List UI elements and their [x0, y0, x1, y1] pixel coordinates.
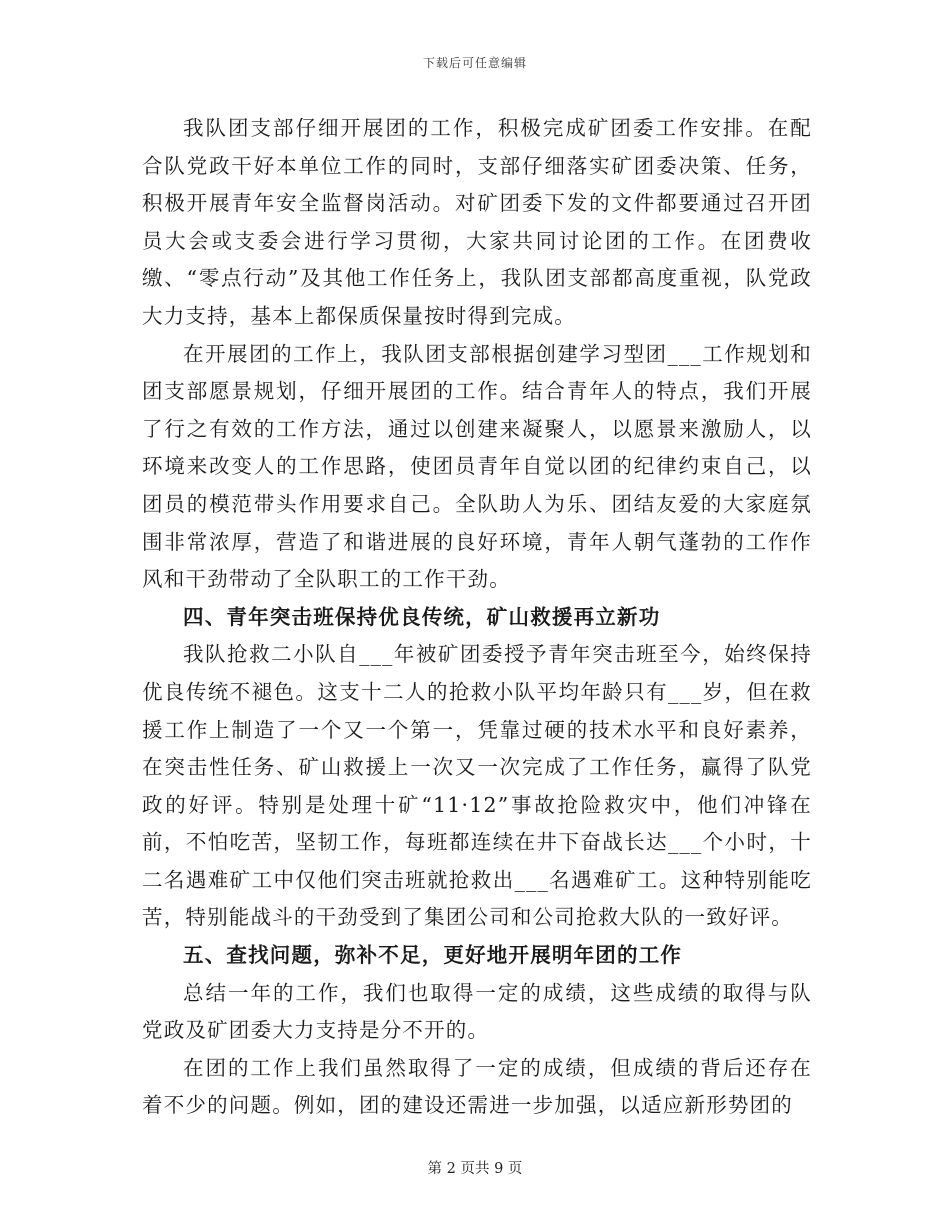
page-number: 第 2 页共 9 页 — [427, 1161, 523, 1177]
paragraph: 我队抢救二小队自___年被矿团委授予青年突击班至今，始终保持优良传统不褪色。这支十二人的抢救小队平均年龄只有___岁，但在救援工作上制造了一个又一个第一，凭靠过硬的技术水平和良好素养，在突击性任务、矿山救援上一次又一次完成了工作任务，赢得了队党政的好评。特别是处理十矿“11·12”事故抢险救灾中，他们冲锋在前，不怕吃苦，坚韧工作，每班都连续在井下奋战长达___个小时，十二名遇难矿工中仅他们突击班就抢救出___名遇难矿工。这种特别能吃苦，特别能战斗的干劲受到了集团公司和公司抢救大队的一致好评。 — [142, 642, 812, 930]
page-header-note: 下载后可任意编辑 — [422, 56, 527, 70]
section-heading: 五、查找问题，弥补不足，更好地开展明年团的工作 — [183, 943, 683, 968]
paragraph: 总结一年的工作，我们也取得一定的成绩，这些成绩的取得与队党政及矿团委大力支持是分不开的。 — [142, 980, 812, 1043]
paragraph: 在开展团的工作上，我队团支部根据创建学习型团___工作规划和团支部愿景规划，仔细开展团的工作。结合青年人的特点，我们开展了行之有效的工作方法，通过以创建来凝聚人，以愿景来激励人，以环境来改变人的工作思路，使团员青年自觉以团的纪律约束自己，以团员的模范带头作用要求自己。全队助人为乐、团结友爱的大家庭氛围非常浓厚，营造了和谐进展的良好环境，青年人朝气蓬勃的工作作风和干劲带动了全队职工的工作干劲。 — [142, 341, 812, 592]
paragraph: 在团的工作上我们虽然取得了一定的成绩，但成绩的背后还存在着不少的问题。例如，团的建设还需进一步加强，以适应新形势团的 — [142, 1055, 812, 1118]
paragraph: 我队团支部仔细开展团的工作，积极完成矿团委工作安排。在配合队党政干好本单位工作的同时，支部仔细落实矿团委决策、任务，积极开展青年安全监督岗活动。对矿团委下发的文件都要通过召开团员大会或支委会进行学习贯彻，大家共同讨论团的工作。在团费收缴、“零点行动”及其他工作任务上，我队团支部都高度重视，队党政大力支持，基本上都保质保量按时得到完成。 — [142, 116, 812, 328]
document-body — [142, 110, 812, 1125]
section-heading: 四、青年突击班保持优良传统，矿山救援再立新功 — [183, 604, 661, 629]
